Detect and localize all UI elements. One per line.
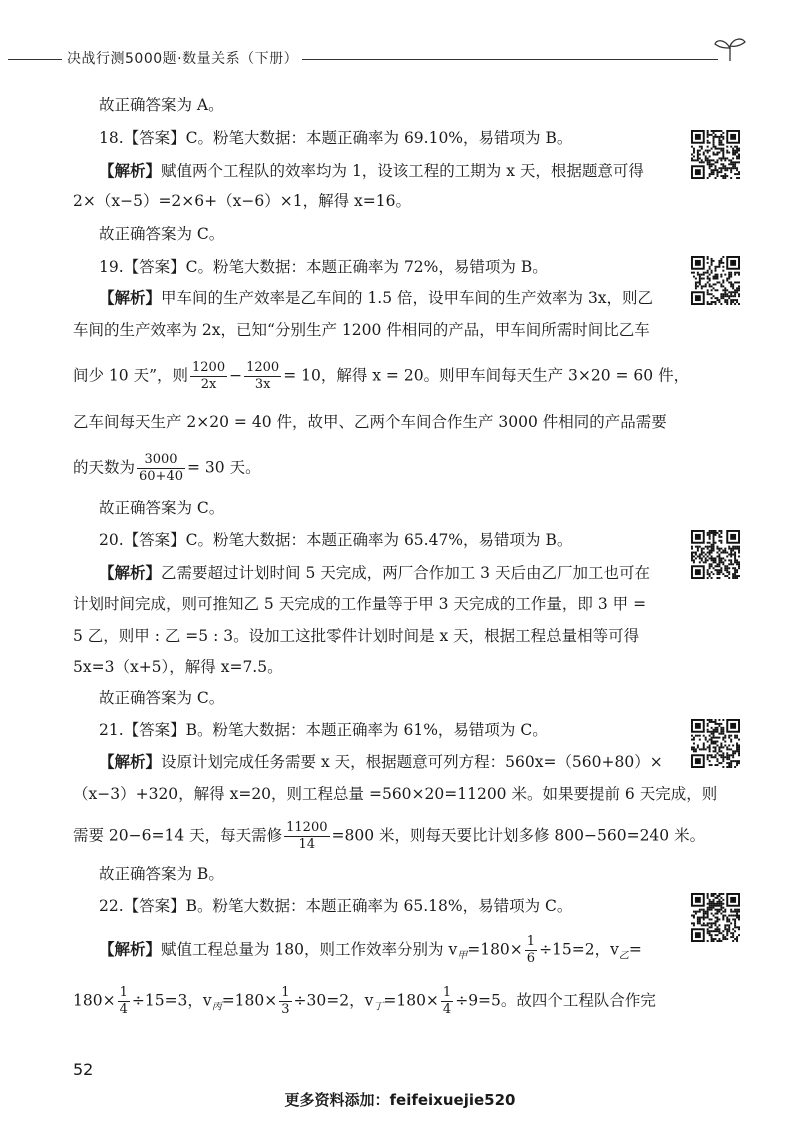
fraction-denominator: 2x — [200, 377, 217, 392]
q21-final-answer: 故正确答案为 B。 — [99, 865, 224, 883]
q19-answer-header: 19.【答案】C。粉笔大数据：本题正确率为 72%，易错项为 B。 — [99, 258, 548, 276]
q19-text-b: = 10，解得 x = 20。则甲车间每天生产 3×20 = 60 件， — [283, 366, 690, 385]
q22-text-i: =180× — [383, 991, 439, 1010]
qr-code-q21[interactable] — [691, 719, 740, 768]
sprout-icon — [712, 36, 748, 62]
fraction-denominator: 14 — [298, 837, 316, 852]
fraction-1-over-3 — [279, 985, 291, 1018]
qr-code-q18[interactable] — [691, 130, 740, 179]
q19-final-answer: 故正确答案为 C。 — [99, 499, 225, 517]
q19-analysis-line-1 — [99, 288, 653, 308]
q21-text-b: =800 米，则每天要比计划多修 800−560=240 米。 — [331, 826, 706, 845]
fraction-numerator: 1 — [119, 985, 128, 1000]
fraction-3000-over-100 — [137, 452, 185, 485]
q22-text-b: =180× — [467, 940, 523, 959]
q20-answer-header: 20.【答案】C。粉笔大数据：本题正确率为 65.47%，易错项为 B。 — [99, 531, 573, 549]
q22-answer-header: 22.【答案】B。粉笔大数据：本题正确率为 65.18%，易错项为 C。 — [99, 897, 573, 915]
subscript: 甲 — [457, 950, 468, 962]
analysis-tag: 【解析】 — [99, 161, 162, 180]
q20-analysis-text: 乙需要超过计划时间 5 天完成，两厂合作加工 3 天后由乙厂加工也可在 — [161, 564, 650, 582]
fraction-1-over-4 — [118, 985, 130, 1018]
q22-text-f: ÷15=3，v — [131, 991, 212, 1010]
q22-text-j: ÷9=5。故四个工程队合作完 — [455, 991, 656, 1010]
q19-text-a: 间少 10 天”，则 — [73, 366, 189, 385]
q19-analysis-line-2: 车间的生产效率为 2x，已知“分别生产 1200 件相同的产品，甲车间所需时间比乙车 — [73, 321, 650, 339]
q21-analysis-line-3 — [73, 820, 705, 853]
header-title: 决战行测5000题·数量关系（下册） — [67, 51, 299, 67]
header-rule-left — [8, 59, 62, 60]
q22-analysis-line-2 — [73, 985, 656, 1018]
fraction-11200-over-14 — [284, 820, 329, 853]
fraction-numerator: 1 — [526, 934, 536, 949]
q22-text-c: ÷15=2，v — [539, 940, 619, 959]
analysis-tag: 【解析】 — [99, 752, 162, 771]
q20-final-answer: 故正确答案为 C。 — [99, 689, 225, 707]
q19-analysis-line-5 — [73, 452, 261, 485]
subscript: 乙 — [618, 950, 629, 962]
fraction-denominator: 60+40 — [139, 469, 183, 484]
q22-text-h: ÷30=2，v — [293, 991, 374, 1010]
q19-analysis-line-3 — [73, 360, 689, 393]
fraction-denominator: 3 — [281, 1002, 290, 1017]
fraction-denominator: 6 — [526, 951, 536, 966]
fraction-1-over-4 — [441, 985, 453, 1018]
header-rule-right — [302, 59, 718, 60]
q19-text-c: 的天数为 — [73, 458, 136, 477]
q21-answer-header: 21.【答案】B。粉笔大数据：本题正确率为 61%，易错项为 C。 — [99, 721, 548, 739]
q22-text-a: 赋值工程总量为 180，则工作效率分别为 v — [161, 940, 458, 959]
q22-text-g: =180× — [221, 991, 278, 1010]
q20-analysis-line-1 — [99, 563, 650, 583]
subscript: 丁 — [373, 1001, 384, 1013]
q22-analysis-line-1 — [99, 934, 642, 967]
q20-analysis-line-3: 5 乙，则甲 : 乙 =5 : 3。设加工这批零件计划时间是 x 天，根据工程总量相等可得 — [73, 627, 640, 645]
q22-text-d: = — [628, 940, 642, 959]
q21-text-a: 需要 20−6=14 天，每天需修 — [73, 826, 283, 845]
q21-analysis-line-2: （x−3）+320，解得 x=20，则工程总量 =560×20=11200 米。如果要提前 6 天完成，则 — [73, 785, 718, 803]
q18-answer-header: 18.【答案】C。粉笔大数据：本题正确率为 69.10%，易错项为 B。 — [99, 129, 573, 147]
q18-analysis-line-1 — [99, 161, 644, 181]
q20-analysis-line-4: 5x=3（x+5），解得 x=7.5。 — [73, 658, 283, 676]
q18-final-answer: 故正确答案为 C。 — [99, 225, 225, 243]
qr-code-q22[interactable] — [691, 893, 740, 942]
q18-analysis-line-2: 2×（x−5）=2×6+（x−6）×1，解得 x=16。 — [73, 192, 411, 210]
analysis-tag: 【解析】 — [99, 288, 162, 307]
q20-analysis-line-2: 计划时间完成，则可推知乙 5 天完成的工作量等于甲 3 天完成的工作量，即 3 甲 = — [73, 595, 647, 613]
answer-line-17: 故正确答案为 A。 — [99, 96, 224, 114]
fraction-1-over-6 — [525, 934, 537, 967]
fraction-numerator: 1 — [442, 985, 452, 1000]
fraction-1200-over-2x — [190, 360, 227, 393]
q18-analysis-text: 赋值两个工程队的效率均为 1，设该工程的工期为 x 天，根据题意可得 — [161, 162, 644, 180]
subscript: 丙 — [211, 1001, 222, 1013]
footer-note: 更多资料添加：feifeixuejie520 — [284, 1091, 516, 1109]
minus-sign: − — [229, 366, 243, 385]
qr-code-q19[interactable] — [691, 256, 740, 305]
q19-analysis-text: 甲车间的生产效率是乙车间的 1.5 倍，设甲车间的生产效率为 3x，则乙 — [161, 289, 654, 307]
q21-analysis-line-1 — [99, 752, 663, 772]
qr-code-q20[interactable] — [691, 530, 740, 579]
page-number: 52 — [73, 1060, 94, 1079]
fraction-numerator: 11200 — [286, 820, 328, 835]
fraction-denominator: 4 — [119, 1002, 128, 1017]
fraction-numerator: 1200 — [246, 360, 280, 375]
fraction-numerator: 1 — [281, 985, 290, 1000]
fraction-numerator: 1200 — [192, 360, 226, 375]
q21-analysis-text: 设原计划完成任务需要 x 天，根据题意可列方程：560x=（560+80）× — [161, 753, 663, 771]
fraction-denominator: 3x — [254, 377, 271, 392]
analysis-tag: 【解析】 — [99, 563, 162, 582]
fraction-numerator: 3000 — [137, 452, 185, 469]
q22-text-e: 180× — [73, 991, 116, 1010]
fraction-1200-over-3x — [244, 360, 281, 393]
fraction-denominator: 4 — [442, 1002, 452, 1017]
q19-analysis-line-4: 乙车间每天生产 2×20 = 40 件，故甲、乙两个车间合作生产 3000 件相同的产品需要 — [73, 413, 667, 431]
q19-text-d: = 30 天。 — [187, 458, 261, 477]
analysis-tag: 【解析】 — [99, 939, 162, 959]
